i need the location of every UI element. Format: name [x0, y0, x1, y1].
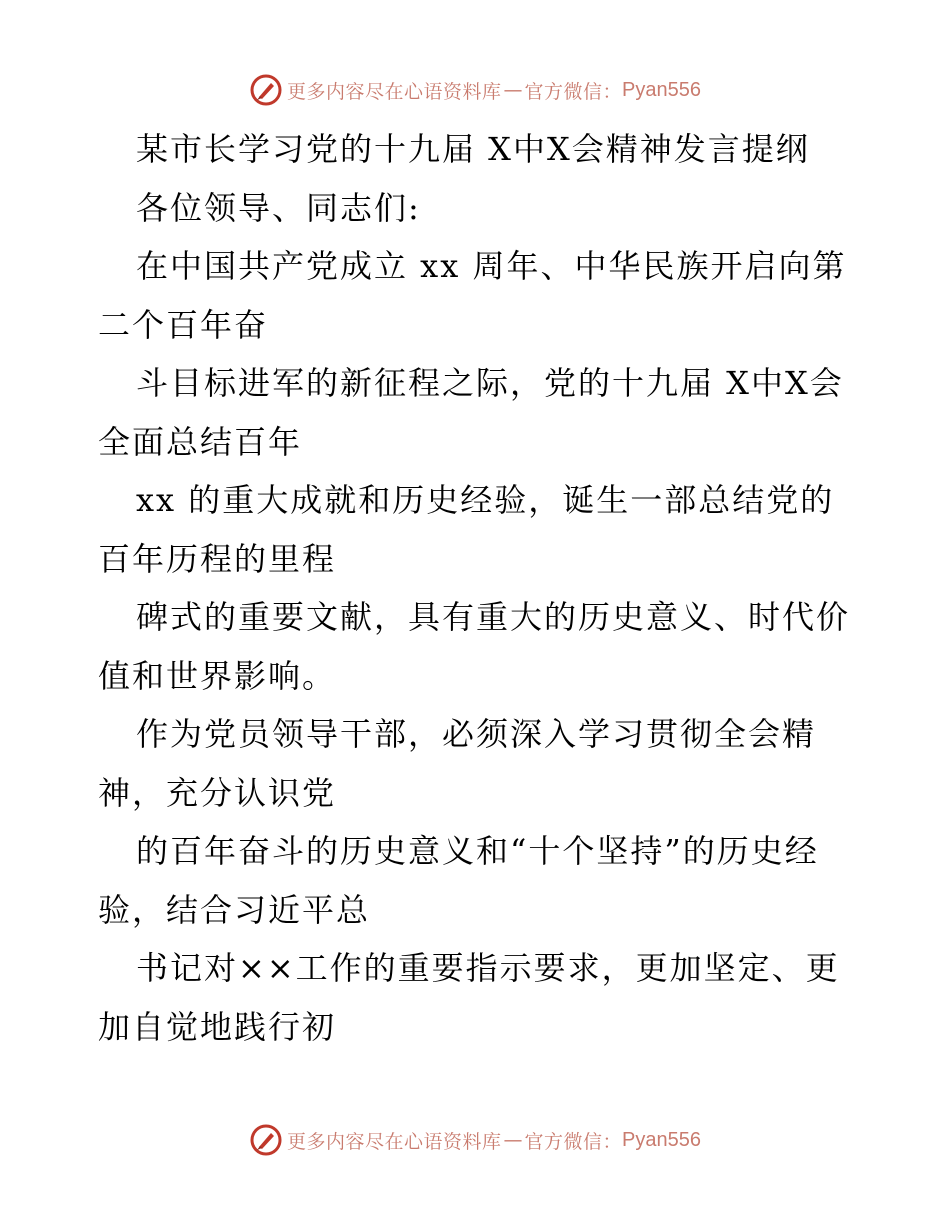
header-watermark [0, 70, 950, 110]
paragraph-line: 作为党员领导干部，必须深入学习贯彻全会精 [136, 715, 817, 753]
paragraph-line: 书记对××工作的重要指示要求，更加坚定、更 [136, 949, 840, 987]
watermark-text: 更多内容尽在心语资料库 [287, 80, 502, 103]
paragraph-line: 碑式的重要文献，具有重大的历史意义、时代价 [136, 598, 851, 636]
paragraph-line: 加自觉地践行初 [98, 1007, 337, 1046]
paragraph-line: 二个百年奋 [98, 305, 269, 344]
paragraph-line: 斗目标进军的新征程之际，党的十九届 X中X会 [136, 364, 844, 402]
footer-watermark [0, 1120, 950, 1160]
document-title: 某市长学习党的十九届 X中X会精神发言提纲 [136, 130, 810, 168]
pen-logo-icon [249, 73, 283, 107]
watermark-handle: Pyan556 [622, 1128, 701, 1151]
paragraph-line: 验，结合习近平总 [98, 890, 371, 929]
watermark-label: 官方微信： [524, 80, 623, 103]
watermark-text: 更多内容尽在心语资料库 [287, 1130, 502, 1153]
watermark-handle: Pyan556 [622, 78, 701, 101]
paragraph-line: 的百年奋斗的历史意义和“十个坚持”的历史经 [136, 832, 819, 870]
paragraph-line: 在中国共产党成立 xx 周年、中华民族开启向第 [136, 247, 847, 285]
pen-logo-icon [249, 1123, 283, 1157]
document-body [98, 120, 858, 1056]
watermark-separator: — [503, 79, 523, 101]
watermark-label: 官方微信： [524, 1130, 623, 1153]
paragraph-line: 值和世界影响。 [98, 656, 337, 695]
paragraph-line: 全面总结百年 [98, 422, 303, 461]
paragraph-line: 百年历程的里程 [98, 539, 337, 578]
salutation: 各位领导、同志们: [136, 188, 421, 227]
paragraph-line: 神，充分认识党 [98, 773, 337, 812]
watermark-separator: — [503, 1129, 523, 1151]
paragraph-line: xx 的重大成就和历史经验，诞生一部总结党的 [136, 481, 835, 519]
